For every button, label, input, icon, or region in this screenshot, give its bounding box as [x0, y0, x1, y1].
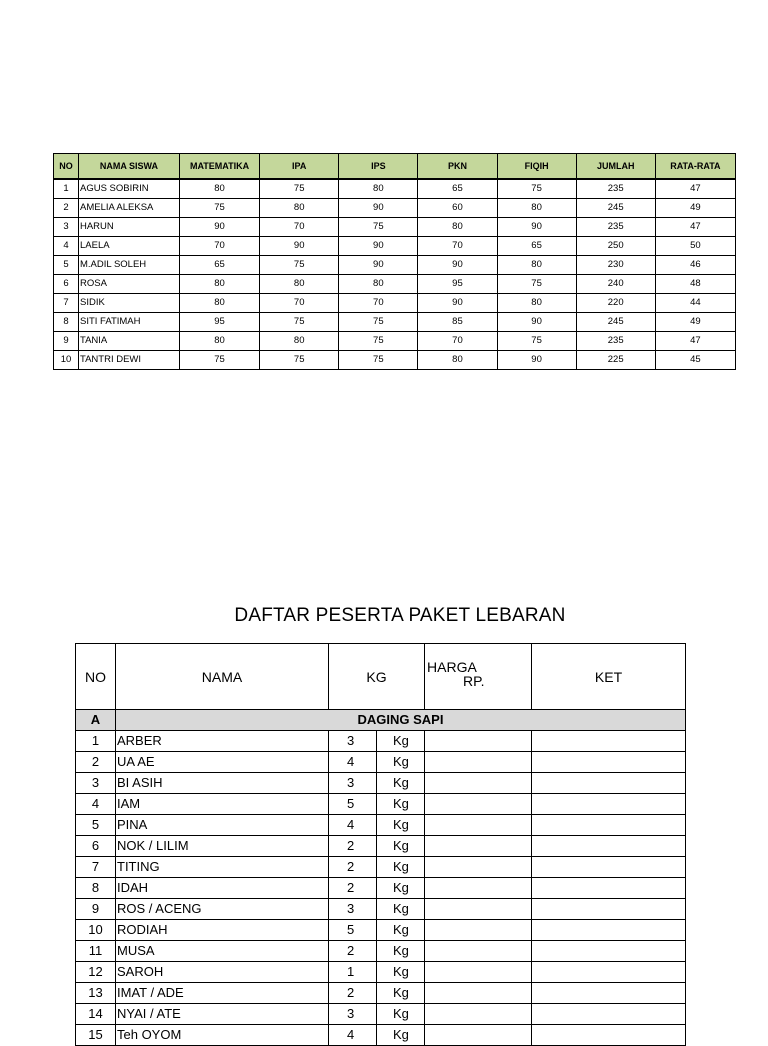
- grades-cell-ipa: 80: [260, 275, 339, 294]
- package-harga: [425, 878, 532, 899]
- package-ket: [532, 920, 686, 941]
- list-item: [76, 920, 686, 941]
- grades-header-ipa: IPA: [260, 154, 339, 180]
- package-ket: [532, 815, 686, 836]
- grades-header-matematika: MATEMATIKA: [179, 154, 259, 180]
- grades-cell-fiqih: 75: [497, 332, 576, 351]
- grades-cell-pkn: 70: [418, 237, 497, 256]
- package-kg: 2: [329, 857, 377, 878]
- grades-cell-no: 2: [54, 199, 79, 218]
- grades-cell-no: 4: [54, 237, 79, 256]
- table-row: [54, 313, 736, 332]
- grades-cell-matematika: 80: [179, 179, 259, 199]
- package-no: 3: [76, 773, 116, 794]
- packages-body: [76, 710, 686, 1046]
- grades-cell-fiqih: 90: [497, 351, 576, 370]
- package-ket: [532, 752, 686, 773]
- grades-cell-no: 9: [54, 332, 79, 351]
- package-unit: Kg: [377, 794, 425, 815]
- package-no: 10: [76, 920, 116, 941]
- package-ket: [532, 878, 686, 899]
- package-name: PINA: [116, 815, 329, 836]
- grades-cell-matematika: 75: [179, 199, 259, 218]
- package-no: 4: [76, 794, 116, 815]
- grades-cell-matematika: 90: [179, 218, 259, 237]
- package-unit: Kg: [377, 857, 425, 878]
- grades-cell-fiqih: 80: [497, 294, 576, 313]
- grades-cell-rata-rata: 47: [655, 218, 735, 237]
- grades-cell-nama-siswa: LAELA: [78, 237, 179, 256]
- package-no: 14: [76, 1004, 116, 1025]
- grades-header-jumlah: JUMLAH: [576, 154, 655, 180]
- grades-header-row: [54, 154, 736, 180]
- package-name: RODIAH: [116, 920, 329, 941]
- grades-cell-pkn: 60: [418, 199, 497, 218]
- grades-cell-rata-rata: 47: [655, 179, 735, 199]
- package-no: 15: [76, 1025, 116, 1046]
- package-no: 1: [76, 731, 116, 752]
- grades-cell-ips: 80: [339, 275, 418, 294]
- package-harga: [425, 752, 532, 773]
- grades-cell-rata-rata: 50: [655, 237, 735, 256]
- package-name: BI ASIH: [116, 773, 329, 794]
- package-kg: 2: [329, 983, 377, 1004]
- package-kg: 4: [329, 815, 377, 836]
- grades-cell-fiqih: 80: [497, 199, 576, 218]
- grades-cell-fiqih: 90: [497, 218, 576, 237]
- package-ket: [532, 731, 686, 752]
- grades-cell-rata-rata: 47: [655, 332, 735, 351]
- package-name: TITING: [116, 857, 329, 878]
- grades-cell-fiqih: 90: [497, 313, 576, 332]
- list-item: [76, 941, 686, 962]
- package-no: 7: [76, 857, 116, 878]
- grades-cell-no: 5: [54, 256, 79, 275]
- package-kg: 3: [329, 1004, 377, 1025]
- grades-cell-nama-siswa: TANTRI DEWI: [78, 351, 179, 370]
- grades-cell-nama-siswa: SITI FATIMAH: [78, 313, 179, 332]
- grades-cell-ipa: 90: [260, 237, 339, 256]
- grades-header-ips: IPS: [339, 154, 418, 180]
- grades-cell-nama-siswa: AMELIA ALEKSA: [78, 199, 179, 218]
- grades-cell-jumlah: 230: [576, 256, 655, 275]
- grades-cell-nama-siswa: ROSA: [78, 275, 179, 294]
- package-name: NYAI / ATE: [116, 1004, 329, 1025]
- grades-cell-ipa: 70: [260, 294, 339, 313]
- package-harga: [425, 1025, 532, 1046]
- grades-body: [54, 179, 736, 370]
- grades-cell-no: 6: [54, 275, 79, 294]
- packages-header-ket: KET: [532, 644, 686, 710]
- package-ket: [532, 773, 686, 794]
- table-row: [54, 332, 736, 351]
- list-item: [76, 773, 686, 794]
- grades-cell-jumlah: 250: [576, 237, 655, 256]
- package-harga: [425, 857, 532, 878]
- grades-cell-ipa: 70: [260, 218, 339, 237]
- packages-header-rp-label: RP.: [463, 673, 485, 689]
- grades-header-fiqih: FIQIH: [497, 154, 576, 180]
- package-harga: [425, 731, 532, 752]
- package-name: Teh OYOM: [116, 1025, 329, 1046]
- grades-cell-nama-siswa: M.ADIL SOLEH: [78, 256, 179, 275]
- grades-cell-rata-rata: 49: [655, 313, 735, 332]
- grades-cell-pkn: 65: [418, 179, 497, 199]
- package-unit: Kg: [377, 941, 425, 962]
- grades-cell-rata-rata: 45: [655, 351, 735, 370]
- page-title: DAFTAR PESERTA PAKET LEBARAN: [234, 605, 566, 626]
- packages-header-row: [76, 644, 686, 710]
- grades-cell-ips: 70: [339, 294, 418, 313]
- package-no: 13: [76, 983, 116, 1004]
- package-ket: [532, 899, 686, 920]
- packages-header-no: NO: [76, 644, 116, 710]
- grades-cell-fiqih: 75: [497, 275, 576, 294]
- package-harga: [425, 941, 532, 962]
- grades-cell-rata-rata: 46: [655, 256, 735, 275]
- package-kg: 4: [329, 1025, 377, 1046]
- table-row: [54, 218, 736, 237]
- grades-cell-matematika: 80: [179, 294, 259, 313]
- package-harga: [425, 899, 532, 920]
- table-row: [54, 256, 736, 275]
- package-no: 9: [76, 899, 116, 920]
- grades-cell-ips: 75: [339, 218, 418, 237]
- package-ket: [532, 857, 686, 878]
- table-row: [54, 275, 736, 294]
- list-item: [76, 899, 686, 920]
- package-ket: [532, 836, 686, 857]
- package-unit: Kg: [377, 815, 425, 836]
- package-harga: [425, 1004, 532, 1025]
- packages-header-kg: KG: [329, 644, 425, 710]
- package-kg: 2: [329, 941, 377, 962]
- table-row: [54, 199, 736, 218]
- package-unit: Kg: [377, 773, 425, 794]
- grades-header-nama-siswa: NAMA SISWA: [78, 154, 179, 180]
- package-no: 5: [76, 815, 116, 836]
- grades-cell-jumlah: 235: [576, 332, 655, 351]
- list-item: [76, 962, 686, 983]
- section-row: [76, 710, 686, 731]
- package-harga: [425, 773, 532, 794]
- package-harga: [425, 962, 532, 983]
- package-kg: 4: [329, 752, 377, 773]
- package-no: 2: [76, 752, 116, 773]
- package-harga: [425, 983, 532, 1004]
- section-label: DAGING SAPI: [116, 710, 686, 731]
- grades-cell-no: 10: [54, 351, 79, 370]
- grades-cell-jumlah: 225: [576, 351, 655, 370]
- grades-cell-ips: 90: [339, 199, 418, 218]
- grades-cell-matematika: 65: [179, 256, 259, 275]
- grades-cell-nama-siswa: TANIA: [78, 332, 179, 351]
- grades-cell-rata-rata: 49: [655, 199, 735, 218]
- section-code: A: [76, 710, 116, 731]
- package-kg: 3: [329, 899, 377, 920]
- table-row: [54, 351, 736, 370]
- grades-cell-ipa: 75: [260, 179, 339, 199]
- package-no: 12: [76, 962, 116, 983]
- package-kg: 1: [329, 962, 377, 983]
- package-name: IMAT / ADE: [116, 983, 329, 1004]
- grades-cell-jumlah: 245: [576, 199, 655, 218]
- grades-header-pkn: PKN: [418, 154, 497, 180]
- grades-cell-nama-siswa: SIDIK: [78, 294, 179, 313]
- package-name: ARBER: [116, 731, 329, 752]
- package-name: IDAH: [116, 878, 329, 899]
- grades-cell-pkn: 95: [418, 275, 497, 294]
- grades-cell-matematika: 95: [179, 313, 259, 332]
- grades-cell-matematika: 80: [179, 275, 259, 294]
- grades-cell-pkn: 90: [418, 294, 497, 313]
- grades-cell-ips: 90: [339, 237, 418, 256]
- package-unit: Kg: [377, 731, 425, 752]
- grades-header-rata-rata: RATA-RATA: [655, 154, 735, 180]
- list-item: [76, 815, 686, 836]
- grades-cell-rata-rata: 48: [655, 275, 735, 294]
- grades-cell-nama-siswa: HARUN: [78, 218, 179, 237]
- grades-cell-no: 7: [54, 294, 79, 313]
- grades-cell-pkn: 80: [418, 218, 497, 237]
- package-kg: 5: [329, 920, 377, 941]
- package-ket: [532, 941, 686, 962]
- list-item: [76, 752, 686, 773]
- package-kg: 2: [329, 878, 377, 899]
- packages-header-harga-label: HARGA: [427, 659, 477, 675]
- package-harga: [425, 794, 532, 815]
- package-no: 6: [76, 836, 116, 857]
- grades-cell-matematika: 80: [179, 332, 259, 351]
- list-item: [76, 983, 686, 1004]
- table-row: [54, 294, 736, 313]
- package-harga: [425, 920, 532, 941]
- grades-cell-ipa: 80: [260, 199, 339, 218]
- grades-cell-ips: 75: [339, 351, 418, 370]
- grades-cell-pkn: 80: [418, 351, 497, 370]
- grades-cell-rata-rata: 44: [655, 294, 735, 313]
- grades-cell-no: 1: [54, 179, 79, 199]
- grades-cell-jumlah: 235: [576, 179, 655, 199]
- grades-cell-ips: 90: [339, 256, 418, 275]
- package-no: 8: [76, 878, 116, 899]
- grades-cell-pkn: 85: [418, 313, 497, 332]
- table-row: [54, 237, 736, 256]
- list-item: [76, 878, 686, 899]
- grades-cell-pkn: 70: [418, 332, 497, 351]
- package-kg: 3: [329, 773, 377, 794]
- grades-cell-ipa: 80: [260, 332, 339, 351]
- packages-header-nama: NAMA: [116, 644, 329, 710]
- grades-cell-fiqih: 80: [497, 256, 576, 275]
- package-ket: [532, 1004, 686, 1025]
- grades-cell-ipa: 75: [260, 351, 339, 370]
- package-unit: Kg: [377, 1025, 425, 1046]
- package-unit: Kg: [377, 836, 425, 857]
- grades-cell-no: 3: [54, 218, 79, 237]
- package-ket: [532, 794, 686, 815]
- grades-cell-ipa: 75: [260, 313, 339, 332]
- package-kg: 5: [329, 794, 377, 815]
- grades-cell-jumlah: 240: [576, 275, 655, 294]
- grades-cell-ips: 75: [339, 313, 418, 332]
- package-no: 11: [76, 941, 116, 962]
- package-unit: Kg: [377, 878, 425, 899]
- package-ket: [532, 962, 686, 983]
- package-unit: Kg: [377, 1004, 425, 1025]
- grades-cell-fiqih: 75: [497, 179, 576, 199]
- package-harga: [425, 836, 532, 857]
- list-item: [76, 836, 686, 857]
- package-ket: [532, 983, 686, 1004]
- grades-cell-no: 8: [54, 313, 79, 332]
- package-unit: Kg: [377, 899, 425, 920]
- package-name: ROS / ACENG: [116, 899, 329, 920]
- packages-header-harga: [425, 644, 532, 710]
- grades-cell-matematika: 70: [179, 237, 259, 256]
- package-name: NOK / LILIM: [116, 836, 329, 857]
- package-name: UA AE: [116, 752, 329, 773]
- list-item: [76, 857, 686, 878]
- list-item: [76, 1025, 686, 1046]
- grades-cell-jumlah: 220: [576, 294, 655, 313]
- grades-cell-jumlah: 235: [576, 218, 655, 237]
- package-unit: Kg: [377, 962, 425, 983]
- package-harga: [425, 815, 532, 836]
- packages-table: [75, 643, 686, 1046]
- grades-cell-ipa: 75: [260, 256, 339, 275]
- grades-cell-fiqih: 65: [497, 237, 576, 256]
- package-kg: 2: [329, 836, 377, 857]
- table-row: [54, 179, 736, 199]
- package-name: IAM: [116, 794, 329, 815]
- list-item: [76, 731, 686, 752]
- package-name: SAROH: [116, 962, 329, 983]
- package-unit: Kg: [377, 752, 425, 773]
- package-kg: 3: [329, 731, 377, 752]
- list-item: [76, 794, 686, 815]
- package-unit: Kg: [377, 920, 425, 941]
- grades-cell-jumlah: 245: [576, 313, 655, 332]
- grades-cell-ips: 75: [339, 332, 418, 351]
- grades-cell-pkn: 90: [418, 256, 497, 275]
- grades-cell-matematika: 75: [179, 351, 259, 370]
- list-item: [76, 1004, 686, 1025]
- grades-cell-ips: 80: [339, 179, 418, 199]
- package-ket: [532, 1025, 686, 1046]
- grades-header-no: NO: [54, 154, 79, 180]
- package-name: MUSA: [116, 941, 329, 962]
- grades-table: [53, 153, 736, 370]
- grades-cell-nama-siswa: AGUS SOBIRIN: [78, 179, 179, 199]
- package-unit: Kg: [377, 983, 425, 1004]
